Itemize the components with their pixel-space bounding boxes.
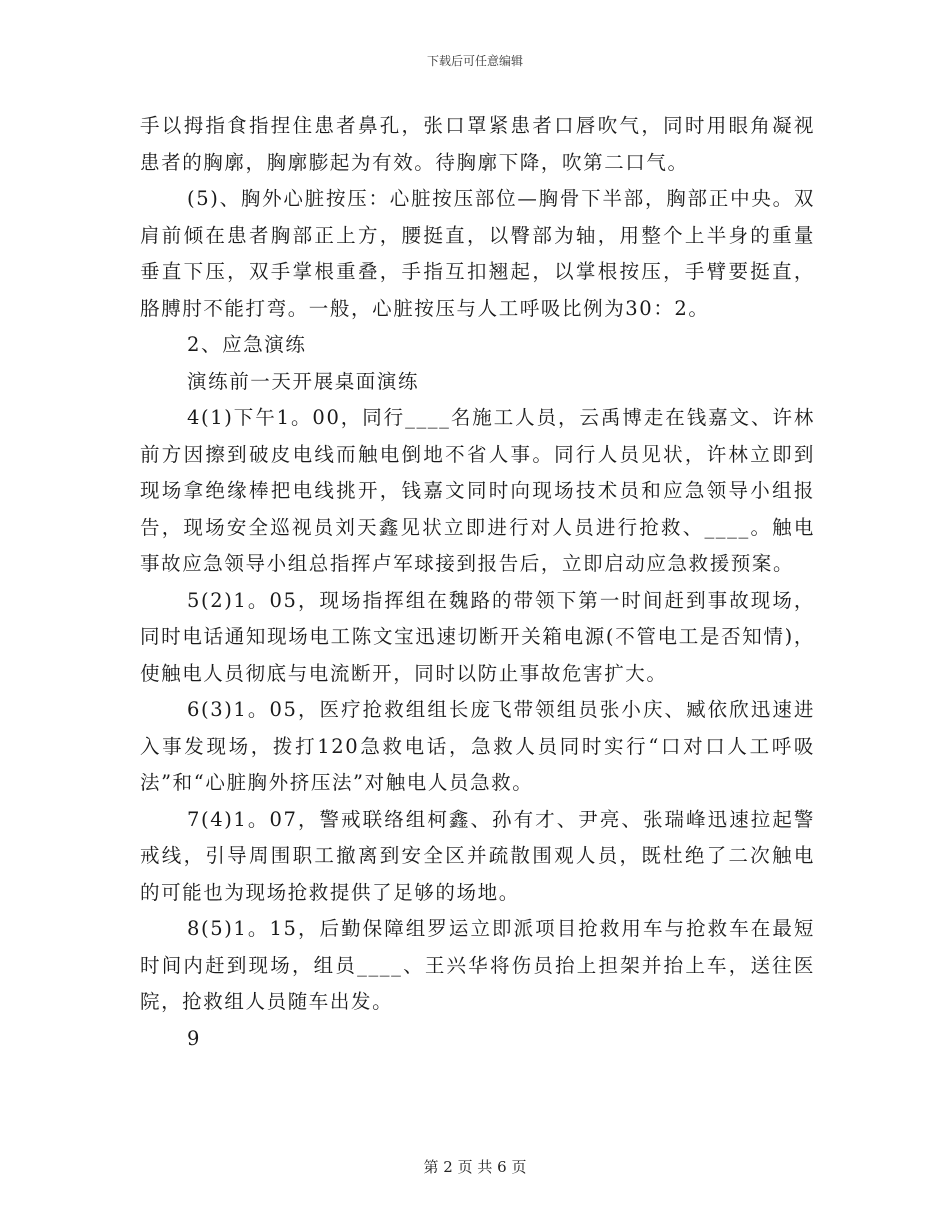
paragraph-9: 9	[187, 1026, 202, 1050]
paragraph-6: 6(3)1。05，医疗抢救组组长庞飞带领组员张小庆、臧依欣迅速进入事发现场，拨打120急救电话，急救人员同时实行“口对口人工呼吸法”和“心脏胸外挤压法”对触电人员急救。	[140, 698, 815, 794]
document-body	[140, 108, 815, 1057]
paragraph-2: (5)、胸外心脏按压：心脏按压部位—胸骨下半部，胸部正中央。双肩前倾在患者胸部正上方，腰挺直，以臀部为轴，用整个上半身的重量垂直下压，双手掌根重叠，手指互扣翘起，以掌根按压，手臂要挺直，胳膊肘不能打弯。一般，心脏按压与人工呼吸比例为30：2。	[140, 187, 815, 320]
section-heading: 2、应急演练	[187, 333, 307, 356]
paragraph-8: 8(5)1。15，后勤保障组罗运立即派项目抢救用车与抢救车在最短时间内赶到现场，组员____、王兴华将伤员抬上担架并抬上车，送往医院，抢救组人员随车出发。	[140, 917, 815, 1013]
page-header: 下载后可任意编辑	[426, 54, 523, 68]
paragraph-3: 演练前一天开展桌面演练	[187, 369, 420, 393]
paragraph-1: 手以拇指食指捏住患者鼻孔，张口罩紧患者口唇吹气，同时用眼角凝视患者的胸廓，胸廓膨起为有效。待胸廓下降，吹第二口气。	[140, 114, 815, 174]
paragraph-5: 5(2)1。05，现场指挥组在魏路的带领下第一时间赶到事故现场，同时电话通知现场电工陈文宝迅速切断开关箱电源(不管电工是否知情)，使触电人员彻底与电流断开，同时以防止事故危害扩大。	[140, 588, 815, 685]
page-footer: 第 2 页 共 6 页	[423, 1158, 527, 1176]
paragraph-7: 7(4)1。07，警戒联络组柯鑫、孙有才、尹亮、张瑞峰迅速拉起警戒线，引导周围职工撤离到安全区并疏散围观人员，既杜绝了二次触电的可能也为现场抢救提供了足够的场地。	[140, 807, 815, 904]
paragraph-4: 4(1)下午1。00，同行____名施工人员，云禹博走在钱嘉文、许林前方因擦到破皮电线而触电倒地不省人事。同行人员见状，许林立即到现场拿绝缘棒把电线挑开，钱嘉文同时向现场技术员和应急领导小组报告，现场安全巡视员刘天鑫见状立即进行对人员进行抢救、____。触电事故应急领导小组总指挥卢军球接到报告后，立即启动应急救援预案。	[140, 406, 815, 575]
